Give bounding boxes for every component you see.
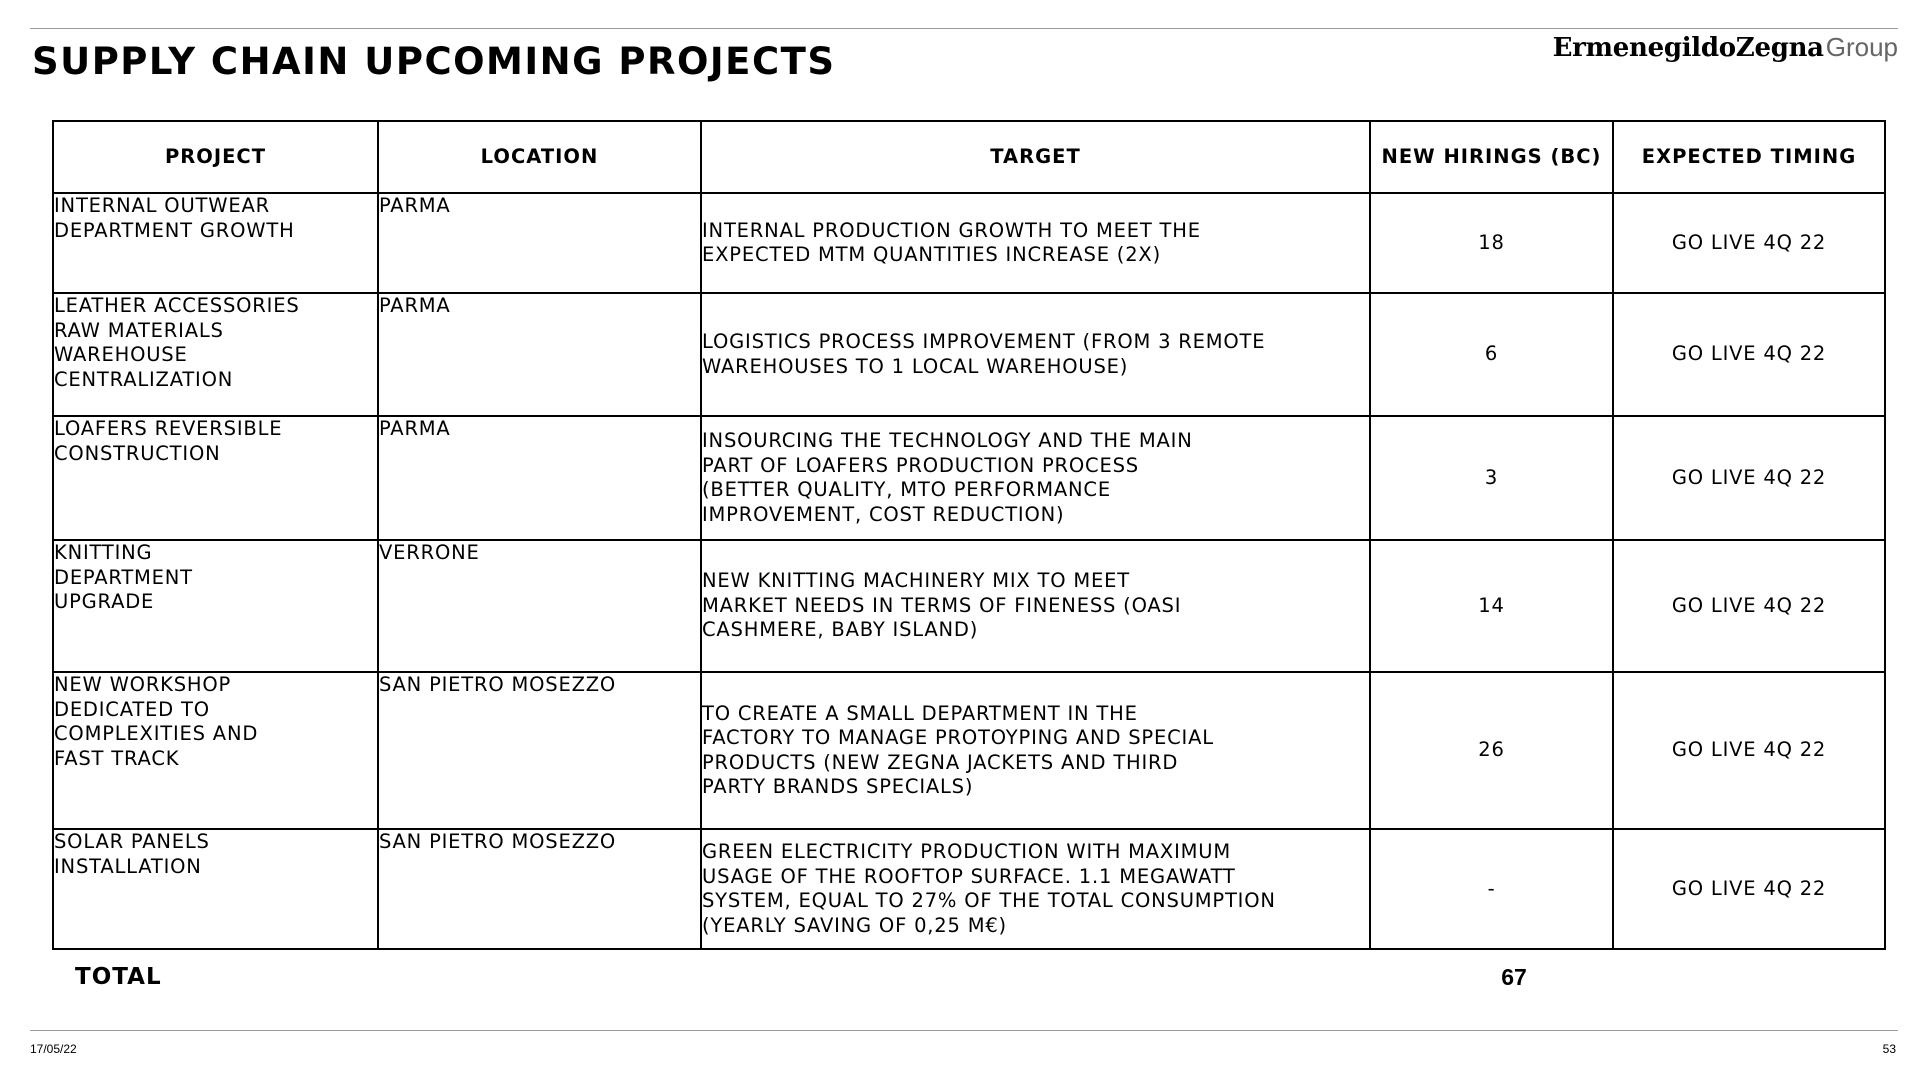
timing-cell <box>1613 540 1885 672</box>
location-name: SAN PIETRO MOSEZZO <box>379 830 617 853</box>
hirings-value: 6 <box>1484 342 1499 366</box>
target-cell <box>701 672 1370 829</box>
table-row <box>53 829 1885 949</box>
timing-cell <box>1613 293 1885 416</box>
page-title: SUPPLY CHAIN UPCOMING PROJECTS <box>32 40 836 83</box>
location-name: PARMA <box>379 194 451 217</box>
timing-cell <box>1613 829 1885 949</box>
target-cell <box>701 540 1370 672</box>
project-name: INTERNAL OUTWEAR DEPARTMENT GROWTH <box>54 194 295 242</box>
location-name: SAN PIETRO MOSEZZO <box>379 673 617 696</box>
timing-value: GO LIVE 4Q 22 <box>1671 230 1827 254</box>
hirings-cell <box>1370 540 1613 672</box>
timing-cell <box>1613 416 1885 540</box>
location-cell <box>378 193 701 293</box>
location-cell <box>378 416 701 540</box>
project-cell <box>53 293 378 416</box>
location-cell <box>378 672 701 829</box>
column-header-expected-timing: EXPECTED TIMING <box>1613 121 1885 193</box>
project-name: KNITTING DEPARTMENT UPGRADE <box>54 541 193 613</box>
target-text: NEW KNITTING MACHINERY MIX TO MEET MARKET NEEDS IN TERMS OF FINENESS (OASI CASHMERE, BABY ISLAND) <box>702 569 1182 642</box>
location-name: PARMA <box>379 294 451 317</box>
project-name: LEATHER ACCESSORIES RAW MATERIALS WAREHOUSE CENTRALIZATION <box>54 294 300 391</box>
top-divider <box>30 28 1898 29</box>
hirings-cell <box>1370 829 1613 949</box>
timing-value: GO LIVE 4Q 22 <box>1671 342 1827 366</box>
hirings-cell <box>1370 416 1613 540</box>
location-name: VERRONE <box>379 541 480 564</box>
target-cell <box>701 416 1370 540</box>
bottom-divider <box>30 1030 1898 1031</box>
project-cell <box>53 540 378 672</box>
location-cell <box>378 829 701 949</box>
location-cell <box>378 540 701 672</box>
column-header-project: PROJECT <box>53 121 378 193</box>
column-header-new-hirings: NEW HIRINGS (BC) <box>1370 121 1613 193</box>
footer-date: 17/05/22 <box>30 1042 77 1056</box>
project-cell <box>53 829 378 949</box>
project-cell <box>53 416 378 540</box>
hirings-value: - <box>1487 876 1496 900</box>
column-header-location: LOCATION <box>378 121 701 193</box>
table-row <box>53 193 1885 293</box>
timing-value: GO LIVE 4Q 22 <box>1671 876 1827 900</box>
hirings-value: 26 <box>1478 738 1505 762</box>
timing-value: GO LIVE 4Q 22 <box>1671 465 1827 489</box>
hirings-value: 14 <box>1478 593 1505 617</box>
brand-logo <box>1553 34 1898 61</box>
project-cell <box>53 672 378 829</box>
timing-value: GO LIVE 4Q 22 <box>1671 738 1827 762</box>
target-text: TO CREATE A SMALL DEPARTMENT IN THE FACTORY TO MANAGE PROTOYPING AND SPECIAL PRODUCTS (NEW ZEGNA JACKETS AND THIRD PARTY BRANDS SPECIALS) <box>702 701 1214 798</box>
timing-value: GO LIVE 4Q 22 <box>1671 593 1827 617</box>
brand-logo-secondary: Group <box>1825 32 1898 62</box>
hirings-cell <box>1370 193 1613 293</box>
table-row <box>53 293 1885 416</box>
table-header-row <box>53 121 1885 193</box>
location-name: PARMA <box>379 417 451 440</box>
table-row <box>53 672 1885 829</box>
target-text: GREEN ELECTRICITY PRODUCTION WITH MAXIMUM USAGE OF THE ROOFTOP SURFACE. 1.1 MEGAWATT SYSTEM, EQUAL TO 27% OF THE TOTAL CONSUMPTION (YEARLY SAVING OF 0,25 M€) <box>702 840 1276 937</box>
target-text: LOGISTICS PROCESS IMPROVEMENT (FROM 3 REMOTE WAREHOUSES TO 1 LOCAL WAREHOUSE) <box>702 330 1266 378</box>
target-cell <box>701 193 1370 293</box>
projects-table <box>52 120 1886 950</box>
project-name: LOAFERS REVERSIBLE CONSTRUCTION <box>54 417 283 465</box>
table-row <box>53 416 1885 540</box>
hirings-cell <box>1370 293 1613 416</box>
hirings-cell <box>1370 672 1613 829</box>
column-header-target: TARGET <box>701 121 1370 193</box>
page-number: 53 <box>1882 1042 1896 1056</box>
hirings-value: 3 <box>1484 465 1499 489</box>
location-cell <box>378 293 701 416</box>
target-text: INSOURCING THE TECHNOLOGY AND THE MAIN PART OF LOAFERS PRODUCTION PROCESS (BETTER QUALITY, MTO PERFORMANCE IMPROVEMENT, COST REDUCTION) <box>702 429 1193 526</box>
timing-cell <box>1613 193 1885 293</box>
target-cell <box>701 829 1370 949</box>
brand-logo-primary: ErmenegildoZegna <box>1552 33 1824 63</box>
target-cell <box>701 293 1370 416</box>
target-text: INTERNAL PRODUCTION GROWTH TO MEET THE EXPECTED MTM QUANTITIES INCREASE (2X) <box>702 218 1201 266</box>
project-cell <box>53 193 378 293</box>
total-label: TOTAL <box>75 964 162 990</box>
total-value: 67 <box>1501 964 1527 990</box>
hirings-value: 18 <box>1478 230 1505 254</box>
project-name: NEW WORKSHOP DEDICATED TO COMPLEXITIES AND FAST TRACK <box>54 673 259 770</box>
table-row <box>53 540 1885 672</box>
timing-cell <box>1613 672 1885 829</box>
project-name: SOLAR PANELS INSTALLATION <box>54 830 210 878</box>
